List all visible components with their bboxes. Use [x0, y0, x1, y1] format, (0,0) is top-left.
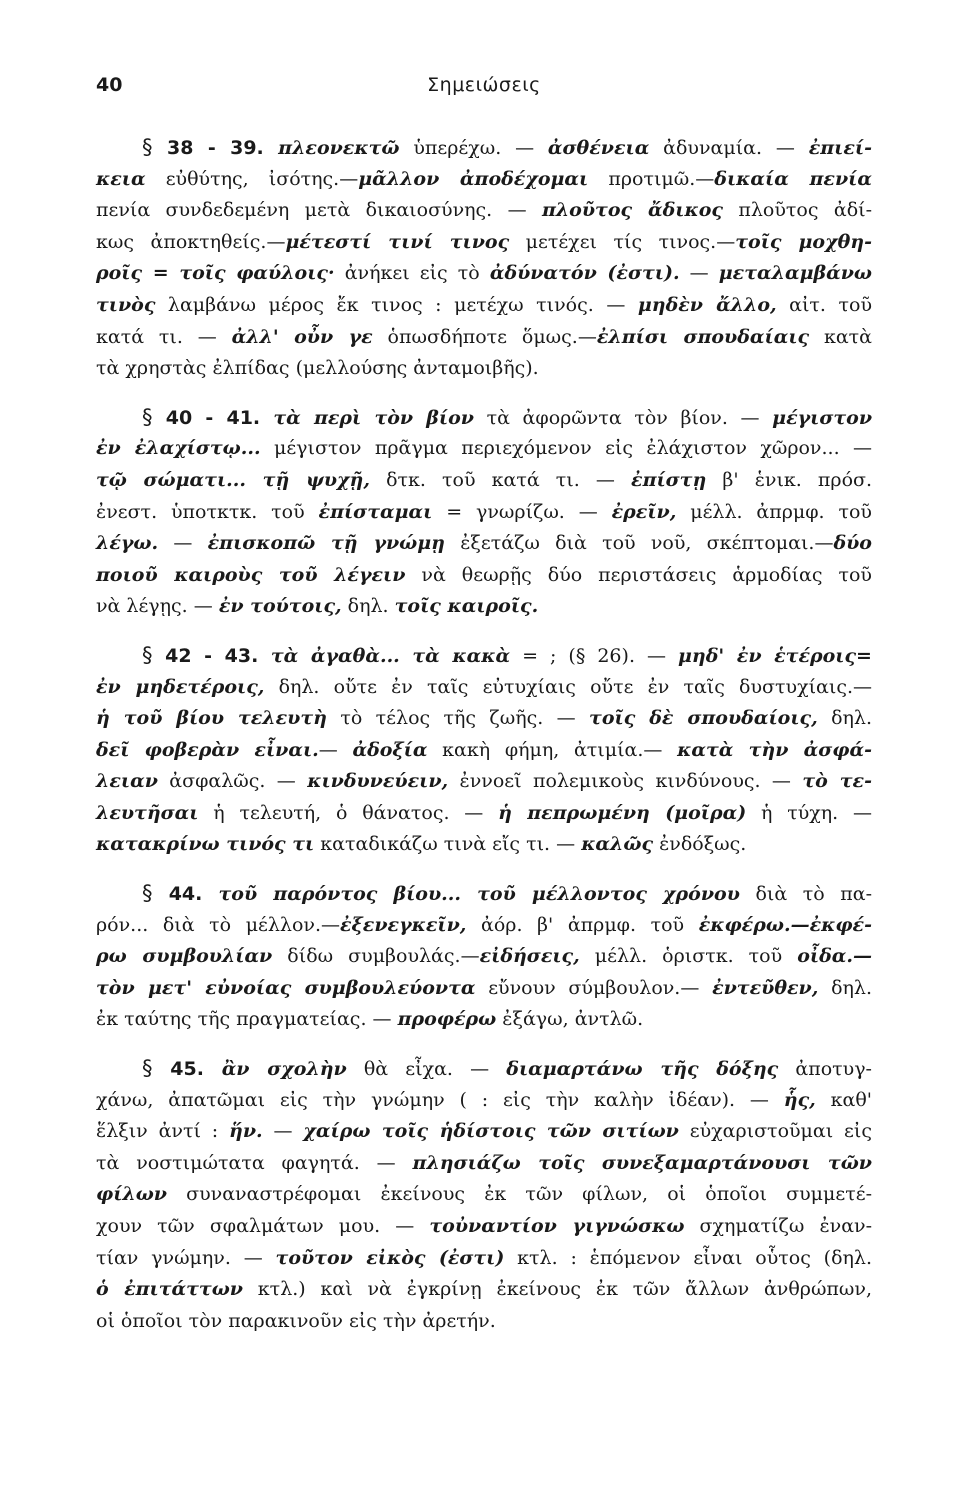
lemma: ἂν σχολὴν — [221, 1058, 347, 1081]
gloss-text: τὸ τέλος τῆς ζωῆς. — — [326, 707, 590, 730]
lemma: ροῖς = τοῖς φαύλοις· — [96, 262, 335, 285]
gloss-text: αἰτ. τοῦ — [776, 293, 872, 316]
gloss-text: μέλλ. ὁριστκ. τοῦ — [579, 945, 798, 968]
gloss-text: πενία συνδεδεμένη μετὰ δικαιοσύνης. — — [96, 199, 542, 222]
lemma: λειαν — [96, 770, 158, 793]
gloss-text: σχηματίζω ἐναν- — [684, 1215, 872, 1237]
lemma: ποιοῦ καιροὺς τοῦ λέγειν — [96, 563, 406, 586]
text-line — [96, 798, 872, 830]
note-paragraph — [96, 1053, 872, 1337]
text-line — [96, 528, 872, 560]
gloss-text: νὰ λέγῃς. — — [96, 595, 219, 618]
gloss-text: χάνω, ἀπατῶμαι εἰς τὴν γνώμην ( : εἰς τὴν καλὴν ἰδέαν). — — [96, 1088, 784, 1111]
text-line — [96, 640, 872, 672]
lemma: κατακρίνω τινός τι — [96, 833, 315, 856]
lemma: προφέρω — [397, 1008, 497, 1031]
gloss-text: μετέχει τίς τινος.— — [509, 230, 736, 253]
lemma: λέγω. — [96, 532, 159, 555]
section-sign: § — [142, 1056, 171, 1081]
lemma: ρω συμβουλίαν — [96, 945, 273, 968]
gloss-text: β' ἑνικ. πρόσ. — [706, 468, 873, 491]
section-sign: § — [142, 404, 166, 429]
gloss-text: ἐννοεῖ πολεμικοὺς κινδύνους. — — [448, 770, 803, 793]
lemma: τοῦ παρόντος βίου... τοῦ μέλλοντος χρόνου — [218, 883, 740, 906]
gloss-text: μέγιστον πρᾶγμα περιεχόμενον εἰς ἐλάχιστον χῶρον... — — [260, 437, 872, 460]
lemma: ἡ πεπρωμένη (μοῖρα) — [498, 801, 747, 824]
lemma: ἐπίστῃ — [631, 468, 707, 491]
gloss-text: τίαν γνώμην. — — [96, 1246, 276, 1269]
lemma: ἡ τοῦ βίου τελευτὴ — [96, 707, 327, 730]
gloss-text: τὰ ἀφορῶντα τὸν βίον. — — [473, 406, 773, 429]
lemma: τῷ σώματι... τῇ ψυχῇ, — [96, 468, 370, 491]
text-line — [96, 672, 872, 704]
lemma: τοῖς δὲ σπουδαίοις, — [589, 707, 818, 730]
text-line — [96, 1053, 872, 1085]
gloss-text: ἡ τύχη. — — [746, 801, 872, 824]
gloss-text: ἐξάγω, ἀντλῶ. — [496, 1008, 644, 1031]
section-number: 40 - 41. — [165, 406, 274, 429]
lemma: τὸ τε- — [802, 770, 872, 793]
gloss-text: τὰ χρηστὰς ἐλπίδας (μελλούσης ἀνταμοιβῆς). — [96, 357, 539, 380]
lemma: μέγιστον — [772, 406, 872, 429]
text-line — [96, 1085, 872, 1117]
gloss-text: δηλ. — [818, 976, 872, 999]
gloss-text: — — [679, 262, 719, 285]
page-number: 40 — [96, 74, 123, 96]
lemma: δύο — [833, 532, 872, 555]
lemma: τοὐναντίον γιγνώσκω — [429, 1215, 685, 1237]
gloss-text: κατά τι. — — [96, 325, 232, 348]
lemma: ἐλπίσι σπουδαίαις — [596, 325, 810, 348]
text-line — [96, 1306, 872, 1338]
text-line — [96, 433, 872, 465]
note-paragraph — [96, 402, 872, 623]
gloss-text: ρόν... διὰ τὸ μέλλον.— — [96, 913, 340, 936]
text-line — [96, 560, 872, 592]
lemma: ἐκφέρω.—ἐκφέ- — [698, 913, 872, 936]
section-number: 45. — [170, 1058, 222, 1081]
page-header — [96, 74, 872, 106]
lemma: ἀσθένεια — [547, 137, 650, 159]
gloss-text: μέλλ. ἀπρμφ. τοῦ — [676, 500, 872, 523]
gloss-text: χουν τῶν σφαλμάτων μου. — — [96, 1215, 430, 1237]
lemma: ἐξενεγκεῖν, — [340, 913, 467, 936]
lemma: διαμαρτάνω τῆς δόξης — [506, 1058, 779, 1081]
gloss-text: — — [318, 738, 353, 761]
lemma: οἶδα.— — [797, 945, 873, 968]
text-line — [96, 973, 872, 1005]
gloss-text: δίδω συμβουλάς.— — [272, 945, 480, 968]
gloss-text: ἀνήκει εἰς τὸ — [334, 262, 490, 285]
lemma: ἀλλ' οὖν γε — [231, 325, 373, 348]
lemma: δικαία πενία — [714, 167, 872, 190]
text-line — [96, 465, 872, 497]
gloss-text: εὐθύτης, ἰσότης.— — [145, 167, 359, 190]
section-sign: § — [142, 135, 167, 159]
lemma: μηδὲν ἄλλο, — [637, 293, 777, 316]
lemma: ἥν. — [229, 1120, 263, 1143]
lemma: μηδ' ἐν ἑτέροις= — [678, 644, 872, 667]
lemma: δεῖ φοβερὰν εἶναι. — [96, 738, 319, 761]
text-line — [96, 402, 872, 434]
text-line — [96, 735, 872, 767]
lemma: λευτῆσαι — [96, 801, 199, 824]
gloss-text: κως ἀποκτηθείς.— — [96, 230, 286, 253]
text-line — [96, 878, 872, 910]
gloss-text: δτκ. τοῦ κατά τι. — — [369, 468, 632, 491]
text-line — [96, 258, 872, 290]
lemma: κατὰ τὴν ἀσφά- — [677, 738, 872, 761]
lemma: κεια — [96, 167, 146, 190]
gloss-text: ἐνεστ. ὑποτκτκ. τοῦ — [96, 500, 319, 523]
gloss-text: καθ' — [815, 1088, 872, 1111]
gloss-text: κατὰ — [809, 325, 872, 348]
lemma: καλῶς — [581, 833, 654, 856]
gloss-text: κτλ.) καὶ νὰ ἐγκρίνῃ ἐκείνους ἐκ τῶν ἄλλων ἀνθρώπων, — [242, 1278, 873, 1301]
text-line — [96, 227, 872, 259]
text-line — [96, 322, 872, 354]
note-paragraph — [96, 878, 872, 1036]
text-line — [96, 1211, 872, 1243]
gloss-text: κτλ. : ἑπόμενον εἶναι οὗτος (δηλ. — [504, 1246, 872, 1269]
lemma: τοῖς μοχθη- — [735, 230, 872, 253]
gloss-text: οἱ ὁποῖοι τὸν παρακινοῦν εἰς τὴν ἀρετήν. — [96, 1309, 496, 1332]
text-line — [96, 591, 872, 623]
text-line — [96, 353, 872, 385]
gloss-text: συναναστρέφομαι ἐκείνους ἐκ τῶν φίλων, οἱ ὁποῖοι συμμετέ- — [166, 1183, 872, 1206]
gloss-text: = ; (§ 26). — — [510, 644, 678, 667]
notes-body — [96, 132, 872, 1337]
lemma: πλοῦτος ἄδικος — [541, 199, 723, 222]
lemma: πλεονεκτῶ — [278, 137, 400, 159]
gloss-text: ὁπωσδήποτε ὅμως.— — [372, 325, 597, 348]
gloss-text: ὑπερέχω. — — [399, 137, 548, 159]
gloss-text: εὔνουν σύμβουλον.— — [475, 976, 713, 999]
lemma: φίλων — [96, 1183, 167, 1206]
lemma: τινὸς — [96, 293, 156, 316]
section-number: 44. — [168, 883, 219, 906]
text-line — [96, 829, 872, 861]
gloss-text: πλοῦτος ἀδί- — [723, 199, 872, 222]
lemma: ἐν μηδετέροις, — [96, 675, 265, 698]
gloss-text: διὰ τὸ πα- — [739, 883, 872, 906]
gloss-text: ἐκ ταύτης τῆς πραγματείας. — — [96, 1008, 398, 1031]
gloss-text: ἀποτυγ- — [778, 1058, 872, 1081]
gloss-text: λαμβάνω μέρος ἔκ τινος : μετέχω τινός. — — [155, 293, 638, 316]
text-line — [96, 1116, 872, 1148]
lemma: τὸν μετ' εὐνοίας συμβουλεύοντα — [96, 976, 476, 999]
text-line — [96, 1243, 872, 1275]
gloss-text: ἐνδόξως. — [653, 833, 747, 856]
section-sign: § — [142, 881, 169, 906]
gloss-text: τὰ νοστιμώτατα φαγητά. — — [96, 1151, 413, 1174]
section-number: 42 - 43. — [165, 644, 271, 667]
text-line — [96, 910, 872, 942]
gloss-text: δηλ. — [341, 595, 395, 618]
note-paragraph — [96, 640, 872, 861]
lemma: τοῖς καιροῖς. — [394, 595, 539, 618]
gloss-text: δηλ. — [817, 707, 872, 730]
gloss-text: καταδικάζω τινὰ εἴς τι. — — [314, 833, 582, 856]
gloss-text: εὐχαριστοῦμαι εἰς — [678, 1120, 872, 1143]
lemma: ἐπιεί- — [808, 137, 872, 159]
gloss-text: ἕλξιν ἀντί : — [96, 1120, 230, 1143]
text-line — [96, 195, 872, 227]
gloss-text: — — [158, 532, 208, 555]
lemma: ἐν ἐλαχίστῳ... — [96, 437, 261, 460]
lemma: τὰ ἀγαθὰ... τὰ κακὰ — [270, 644, 511, 667]
gloss-text: ἡ τελευτή, ὁ θάνατος. — — [198, 801, 499, 824]
lemma: πλησιάζω τοῖς συνεξαμαρτάνουσι τῶν — [412, 1151, 872, 1174]
note-paragraph — [96, 132, 872, 385]
lemma: ἧς, — [783, 1088, 816, 1111]
gloss-text: ἀδυναμία. — — [649, 137, 809, 159]
lemma: ὁ ἐπιτάττων — [96, 1278, 243, 1301]
section-sign: § — [142, 642, 166, 667]
lemma: εἰδήσεις, — [479, 945, 580, 968]
section-number: 38 - 39. — [166, 137, 279, 159]
text-line — [96, 1179, 872, 1211]
lemma: τοῦτον εἰκὸς (ἐστι) — [275, 1246, 505, 1269]
lemma: τὰ περὶ τὸν βίον — [273, 406, 474, 429]
lemma: ἀδύνατόν (ἐστι). — [489, 262, 680, 285]
gloss-text: δηλ. οὔτε ἐν ταῖς εὐτυχίαις οὔτε ἐν ταῖς δυστυχίαις.— — [264, 675, 872, 698]
text-line — [96, 703, 872, 735]
lemma: κινδυνεύειν, — [307, 770, 449, 793]
lemma: ἐπισκοπῶ τῇ γνώμῃ — [207, 532, 445, 555]
gloss-text: — — [262, 1120, 304, 1143]
text-line — [96, 164, 872, 196]
gloss-text: νὰ θεωρῇς δύο περιστάσεις ἁρμοδίας τοῦ — [405, 563, 872, 586]
gloss-text: θὰ εἶχα. — — [346, 1058, 507, 1081]
gloss-text: = γνωρίζω. — — [432, 500, 612, 523]
gloss-text: ἀσφαλῶς. — — [157, 770, 308, 793]
gloss-text: ἐξετάζω διὰ τοῦ νοῦ, σκέπτομαι.— — [444, 532, 834, 555]
lemma: μᾶλλον ἀποδέχομαι — [358, 167, 589, 190]
text-line — [96, 766, 872, 798]
text-line — [96, 1148, 872, 1180]
text-line — [96, 1274, 872, 1306]
text-line — [96, 497, 872, 529]
lemma: ἀδοξία — [352, 738, 428, 761]
lemma: μέτεστί τινί τινος — [285, 230, 510, 253]
gloss-text: κακὴ φήμη, ἀτιμία.— — [427, 738, 678, 761]
lemma: ἐρεῖν, — [611, 500, 677, 523]
text-line — [96, 132, 872, 164]
gloss-text: ἀόρ. β' ἀπρμφ. τοῦ — [466, 913, 699, 936]
text-line — [96, 1004, 872, 1036]
gloss-text: προτιμῶ.— — [588, 167, 715, 190]
lemma: μεταλαμβάνω — [718, 262, 872, 285]
lemma: ἐντεῦθεν, — [712, 976, 819, 999]
lemma: χαίρω τοῖς ἡδίστοις τῶν σιτίων — [303, 1120, 679, 1143]
lemma: ἐν τούτοις, — [218, 595, 342, 618]
lemma: ἐπίσταμαι — [318, 500, 433, 523]
text-line — [96, 290, 872, 322]
running-head: Σημειώσεις — [427, 74, 541, 96]
text-line — [96, 941, 872, 973]
